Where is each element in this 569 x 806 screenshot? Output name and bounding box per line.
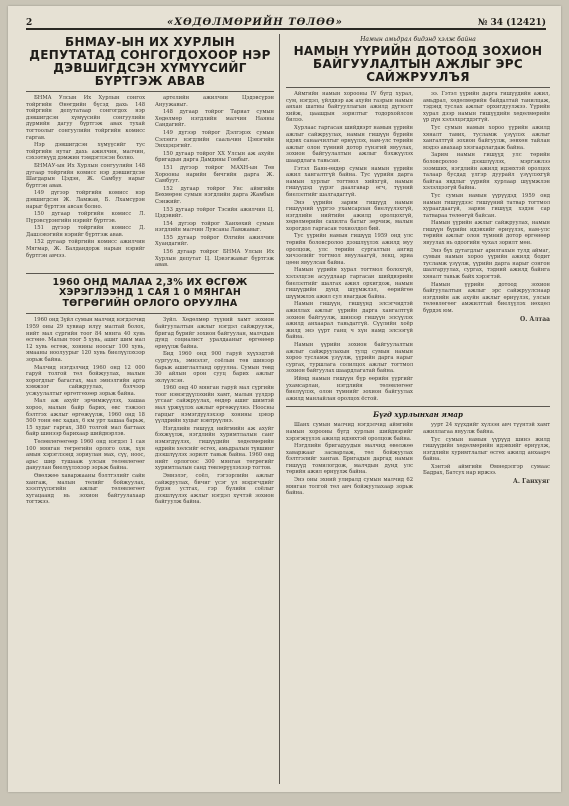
paragraph: Малчид нэгдэлчид 1960 онд 12 000 гаруй толгой төл бойжуулах, малын хорогдлыг багасгах, мал эмнэлгийн арга хэмжээг сайжруулах, бэлчээр усжуулалтыг өргөтгөхөөр зорьж байна.: [26, 364, 145, 397]
paragraph: Намын гишүүн, гишүүнд элсэгчидтэй ажиллах ажлыг үүрийн дарга хангалтгүй зохион байгуулж, шинээр гишүүн элсүүлэх ажилд анхаарал тавьдаггүй. Сүүлийн хоёр жилд энэ үүрт ганц ч хүн намд элсээгүй байна.: [286, 301, 413, 341]
paragraph: Намын үүрийн хурал тогтмол болохгүй, хэлэлцсэн асуудлаар гаргасан шийдвэрийн биелэлтийг шалгах ажил орхигдож, намын гишүүдийн дунд шүүмжлэл, өөрийгөө шүүмжлэх ажил сул явагдаж байна.: [286, 267, 413, 300]
paragraph: Шанх сумын малчид нэгдэлчид аймгийн намын хорооны бүгд хурлын шийдвэрийг хэрэгжүүлэх ажилд идэвхтэй оролцож байна.: [286, 422, 413, 442]
paragraph: Энэ бүх дутагдлыг арилгахын тулд аймаг, сумын намын хороо үүрийн ажилд бодит тусламж үзүүлж, үүрийн дарга нарыг сонгон шалгаруулах, сургах, тэдний ажилд байнга хяналт тавьж байх хэрэгтэй.: [423, 247, 550, 281]
bottom-article: [286, 422, 550, 498]
paragraph: Тус үүрийн намын гишүүд 1959 онд улс төрийн боловсролоо дээшлүүлэх ажилд муу оролцож, улс төрийн сургалтын ангид хичээлийг тогтмол явуулаагүй, лекц, яриа цөөн явуулсан байна.: [286, 233, 413, 266]
article-2-col-b: [155, 317, 274, 507]
paragraph: 152 дугаар тойргийн комисс ажилчин Мягмар, Ж. Балдандорж нарын нэрийг бүртгэн авчээ.: [26, 239, 145, 259]
issue-number: № 34 (12421): [477, 18, 546, 28]
page-number: 2: [26, 18, 33, 28]
bottom-article-col-a: [286, 422, 413, 498]
paragraph: Тус сумын намын үүрүүдэд 1959 онд намын гишүүдээс гишүүний татвар тогтмол хураагдаагүй, зарим гишүүд хэдэн сар татвараа төлөөгүй байсан.: [423, 192, 550, 219]
paragraph: Нэр дэвшигдсэн хүмүүсийг тус тойргийн нутаг дахь ажилчин, малчин, сэхээтнүүд дэмжин тэмдэглэсэн болно.: [26, 142, 145, 162]
author-signature: О. Алтаа: [519, 315, 550, 323]
paragraph: БНМАУ-ын Их Хурлын сонгуулийн 148 дугаар тойргийн комисс нэр дэвшигдсэн Шагдарын Цэдэн, Ж. Самбуу нарыг бүртгэн авав.: [26, 162, 145, 189]
paragraph: Гэтэл Баян-өндөр сумын намын үүрийн ажил хангалтгүй байна. Тус үүрийн дарга намын хурлыг тогтмол хийхгүй, намын гишүүдэд үүрэг даалгавар өгч, түүний биелэлтийг шалгадаггүй.: [286, 165, 413, 198]
paragraph: БНМА Улсын Их Хурлын сонгох тойргийн Өнөгдийн бүсэд дахь 148 тойргийн депутатаар сонгогдох нэр дэвшигдсэн хүмүүсийн сонгуулийн дүрмийн дагуу бүртгэж авах тухай тогтоолыг сонгуулийн тойргийн комисс гаргав.: [26, 95, 145, 141]
paragraph: Өвөлжөө хаваржааны бэлтгэлийг сайн хангаж, малын төлийг бойжуулах, хээлтүүлэгийн ажлыг төлөвлөгөөт хугацаанд нь зохион байгуулахаар тогтжээ.: [26, 473, 145, 506]
article-1-col-a: [26, 95, 145, 270]
author-signature: А. Ганхуяг: [512, 478, 550, 486]
article-2-col-a: [26, 317, 145, 507]
page-header: [26, 14, 546, 30]
paragraph: 149 дүгээр тойргийн комисс нэр дэвшигдсэн Ж. Ламжав, Б. Лхамсүрэн нарыг бүртгэн авсан болно.: [26, 190, 145, 210]
paragraph: 151 дүгээр тойрог МАХН-ын Төв Хорооны нарийн бичгийн дарга Ж. Самбууг.: [155, 164, 274, 185]
article-1-col-b: [155, 95, 274, 270]
paragraph: Аймгийн намын хорооны IV бүгд хурал, сум, нэгдэл, үйлдвэр аж ахуйн газрын намын анхан шатны байгууллагын ажилд дүгнэлт хийж, цаашдын зорилтыг тодорхойлсон билээ.: [286, 91, 413, 124]
paragraph: 150 дугаар тойрог ХХ Улсын аж ахуйн бригадын дарга Дамдины Гомбыг.: [155, 150, 274, 164]
paragraph: Зүйл. Хөдөлмөр түүний хамт зохион байгуулалтын ажлыг нэгдэл сайжруулж, бригад бүрийг зохион байгуулан, малчдын дунд социалист уралдааныг өргөнөөр өрнүүлж байна.: [155, 317, 274, 350]
paragraph: Мал аж ахуйг эрчимжүүлэх, хашаа хороо, малын байр барих, өвс тэжээл бэлтгэх ажлыг өргөжүүлж, 1960 онд 18 500 тонн өвс хадах, 6 км урт хашаа барьж, 15 худаг гаргах, 380 толгой мал багтаах байр шинээр барихаар шийдвэрлэв.: [26, 398, 145, 438]
paragraph: 151 дүгээр тойргийн комисс Д. Дашзэвэгийн нэрийг бүртгэж авав.: [26, 225, 145, 238]
paragraph: уурт 24 хүүхдийг хүлээн авч түүнтэй хамт ажиллагаа явуулж байна.: [423, 422, 550, 435]
paragraph: Намын үүрийн зохион байгуулалтын ажлыг сайжруулахын тулд сумын намын хороо тусламж үзүүлж, үүрийн дарга нарыг сургах, туршлага солилцох ажлыг тогтмол зохион байгуулах шаардлагатай байна.: [286, 341, 413, 375]
right-headline: НАМЫН ҮҮРИЙН ДОТООД ЗОХИОН БАЙГУУЛАЛТЫН АЖЛЫГ ЭРС САЙЖРУУЛЪЯ: [293, 44, 543, 84]
paragraph: 148 дугаар тойрог Тариат сумын Хөдөлмөр нэгдлийн малчин Наяны Сандагийг.: [155, 109, 274, 129]
paragraph: Хурлаас гаргасан шийдвэрт намын үүрийн ажлыг сайжруулах, намын гишүүн бүрийн идэвх санаачилгыг өрнүүлэх, нам-улс төрийн ажлыг олон түмний дотор гүнзгий явуулах, зохион байгуулалтын ажлыг бэхжүүлэх шаардлага тавьсан.: [286, 124, 413, 164]
bottom-article-title: Бүгд хурлынхан ямар: [373, 410, 463, 420]
right-article-col-a: [286, 91, 413, 403]
paragraph: Зарим намын гишүүд улс төрийн боловсролоо дээшлүүлэх, мэргэжлээ эзэмших, нэгдлийн ажилд идэвхтэй оролцох талаар бусдад үлгэр дуурайл үзүүлэхгүй байгаа явдлыг үүрийн хурлаар шүүмжлэн хэлэлцээгүй байна.: [423, 152, 550, 192]
left-article-2: [26, 317, 274, 507]
column-divider: [279, 34, 280, 784]
paragraph: Нэгдлийн бригадуудын малчид өвөлжөө хаваржааг засварлаж, төл бойжуулах бэлтгэлийг хангав. Бригадын даргад намын гишүүд томилогдож, малчдын дунд улс төрийн ажил өрнүүлж байна.: [286, 443, 413, 476]
left-subheadline: 1960 ОНД МАЛАА 2,3% ИХ ӨСГӨЖ ХЭРЭГЛЭЭНД 1 САЯ 1 0 МЯНГАН ТӨГРӨГИЙН ОРЛОГО ОРУУЛНА: [52, 276, 248, 309]
paragraph: Бид 1960 онд 900 гаруй хүүхэдтэй сургууль, эмнэлэг, соёлын төв шинээр барьж ашиглалтанд оруулна. Сумын төвд 30 айлын орон сууц барих ажлыг эхлүүлсэн.: [155, 351, 274, 384]
divider: [26, 91, 274, 92]
paragraph: Тус сумын намын үүрүүд шинэ жилд гишүүдийн хөдөлмөрийн идэвхийг өрнүүлж, нэгдлийн хуримтлалыг өсгөх ажилд анхаарч байна.: [423, 436, 550, 463]
left-article-1: [26, 95, 274, 270]
right-article-col-b: [423, 91, 550, 403]
right-kicker: Намын амьдрал бидэнд хэлж байна: [360, 36, 476, 43]
paragraph: 155 дугаар тойрог Өлгийн ажилчин Хуандагийг.: [155, 234, 274, 248]
paragraph: 1960 онд 40 мянган гаруй мал сүргийн тоог нэмэгдүүлэхийн хамт, малын үүлдэр угсааг сайжруулах, өндөр ашиг шимтэй мал үржүүлэх ажлыг өргөжүүлнэ. Ноосны гарцыг нэмэгдүүлэхээр хонины цэвэр үүлдрийн хуцыг нэвтрүүлнэ.: [155, 385, 274, 425]
paragraph: ээ. Гэтэл үүрийн дарга гишүүдийн ажил, амьдрал, хөдөлмөрийн байдалтай танилцаж, тэдэнд туслах ажлыг орхигдуулжээ. Үүрийн хурал дээр намын гишүүдийн хөдөлмөрийн үр дүн хэлэлцэгддэггүй.: [423, 91, 550, 124]
paragraph: Энэ үүрийн зарим гишүүд намын гишүүний үүргээ ухамсарлан биелүүлэхгүй, нэгдлийн нийтийн ажилд оролцохгүй, хөдөлмөрийн сахилга батыг зөрчиж, малын хорогдол гаргасан тохиолдол бий.: [286, 199, 413, 232]
paragraph: 152 дугаар тойрог Увс аймгийн Бөхмөрөн сумын нэгдлийн дарга Жамбын Сэнжийг.: [155, 185, 274, 205]
paragraph: Тус сумын намын хороо үүрийн ажилд хяналт тавих, тусламж үзүүлэх ажлыг хангалтгүй зохион байгуулж, зөвхөн тайлан мэдээ авахаар хязгаарлагдаж байна.: [423, 124, 550, 151]
paragraph: Төлөвлөгөөгөөр 1960 онд нэгдэл 1 сая 100 мянган төгрөгийн орлого олж, хүн амын хэрэглээнд зориулан мах, сүү, ноос, арьс шир тушааж улсын төлөвлөгөөг давуулан биелүүлэхээр зорьж байна.: [26, 439, 145, 472]
paragraph: артелийн ажилчин Цэдэвсүрэн Ануужавыг.: [155, 95, 274, 108]
paragraph: Энэ оны эхний улиралд сумын малчид 62 мянган толгой төл авч бойжуулахаар зорьж байна.: [286, 477, 413, 497]
left-headline: БНМАУ-ЫН ИХ ХУРЛЫН ДЕПУТАТАД СОНГОГДОХООР НЭР ДЭВШИГДСЭН ХҮМҮҮСИЙГ БҮРТГЭЖ АВАВ: [29, 35, 271, 88]
paragraph: Иймд намын гишүүн бүр өөрийн үүргийг ухамсарлан, нэгдлийн төлөвлөгөөг биелүүлэх, олон түмнийг зохион байгуулах ажилд манлайлан оролцох ёстой.: [286, 375, 413, 402]
paragraph: 154 дүгээр тойрог Ханхөхий сумын нэгдлийн малчин Лувсаны Ламжавыг.: [155, 220, 274, 234]
bottom-article-col-b: [423, 422, 550, 498]
paragraph: 150 дугаар тойргийн комисс Л. Пүрэвсүрэнгийн нэрийг бүртгэв.: [26, 211, 145, 224]
newspaper-title: «ХӨДӨЛМӨРИЙН ТӨЛӨӨ»: [166, 17, 343, 28]
newspaper-page: [8, 6, 561, 792]
left-column: [26, 36, 274, 507]
paragraph: 156 дугаар тойрог БНМА Улсын Их Хурлын депутат Ц. Цэвэгжавыг бүртгэж авав.: [155, 249, 274, 269]
divider: [286, 406, 550, 407]
divider: [26, 273, 274, 274]
paragraph: Намын үүрийн ажлыг сайжруулах, намын гишүүн бүрийн идэвхийг өрнүүлэх, нам-улс төрийн ажлыг олон түмний дотор өргөнөөр явуулах нь одоогийн чухал зорилт мөн.: [423, 220, 550, 247]
paragraph: 153 дугаар тойрог Тэсийн ажилчин Ц. Цэдэвийг.: [155, 206, 274, 220]
divider: [26, 313, 274, 314]
paragraph: 1960 онд Зүйл сумын малчид нэгдэлчид 1959 оны 29 хувиар илүү малтай болох, нийт мал сүргийн тоог 84 мянга 40 хувь өсгөнө. Малын тоог 5 хувь, ашиг шим мал 12 хувь өсгөж, хонины ноосыг 100 хувь, ямааны ноолуурыг 120 хувь биелүүлэхээр зорьж байна.: [26, 317, 145, 363]
right-article: [286, 91, 550, 403]
right-column: [286, 36, 550, 498]
paragraph: Намын үүрийн дотоод зохион байгуулалтын ажлыг эрс сайжруулснаар нэгдлийн аж ахуйн ажлыг өрнүүлэх, улсын төлөвлөгөөг амжилттай биелүүлэх нөхцөл бүрдэх юм.: [423, 281, 550, 314]
paragraph: Нэгдлийн гишүүд нийгмийн аж ахуйг бэхжүүлж, нэгдлийн хуримтлалын санг нэмэгдүүлэх, гишүүдийн хөдөлмөрийн өдрийн хөлсийг өсгөх, амьдралын түвшинг дээшлүүлэх зорилт тавьж байна. 1960 онд нийт орлогоос 300 мянган төгрөгийг хуримтлалын санд төвлөрүүлэхээр тогтов.: [155, 425, 274, 472]
paragraph: Эмнэлэг, соёл, гэгээрлийн ажлыг сайжруулах, бичиг үсэг үл мэдэгчдийг бүрэн устгах, гэр бүлийн соёлыг дээшлүүлэх ажлыг нэгдэл хүчтэй зохион байгуулж байна.: [155, 473, 274, 506]
divider: [286, 87, 550, 88]
paragraph: 149 дүгээр тойрог Дэлгэрэх сумын Сэлэнгэ нэгдлийн саальчин Цэвэгийн Энхцэцэгийг.: [155, 129, 274, 150]
paragraph: Хэнтэй аймгийн Өмнөдэлгэр сумаас Бадрах, Батсух нар иржээ.: [423, 463, 550, 477]
